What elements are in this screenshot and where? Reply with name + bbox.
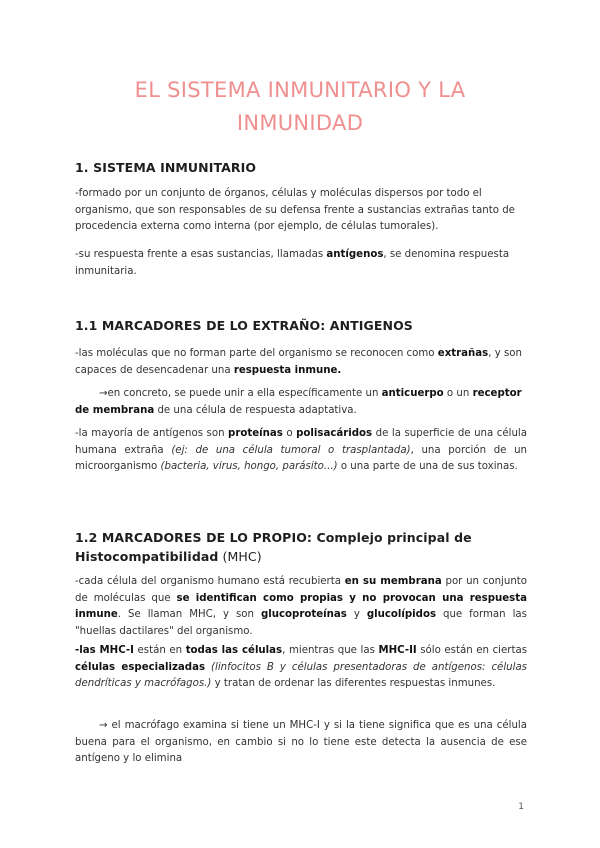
- heading-marcadores-extrano: 1.1 MARCADORES DE LO EXTRAÑO: ANTIGENOS: [75, 318, 413, 333]
- paragraph-anticuerpo: →en concreto, se puede unir a ella específicamente un anticuerpo o un receptor de membrana de una célula de respuesta adaptativa.: [75, 388, 522, 416]
- paragraph-tipos-antigenos: -la mayoría de antígenos son proteínas o polisacáridos de la superficie de una célula humana extraña (ej: de una célula tumoral o trasplantada), una porción de un microorganismo (bacteria, virus, hongo, parásito...) o una parte de una de sus toxinas.: [75, 428, 528, 473]
- paragraph-mhc: -cada célula del organismo humano está recubierta en su membrana por un conjunto de moléculas que se identifican como propias y no provocan una respuesta inmune. Se llaman MHC, y son glucoproteínas y glucolípidos que forman las "huellas dactilares" del organismo.: [75, 576, 528, 637]
- paragraph-respuesta: -su respuesta frente a esas sustancias, llamadas antígenos, se denomina respuesta inmunitaria.: [75, 249, 510, 277]
- paragraph-extranas: -las moléculas que no forman parte del organismo se reconocen como extrañas, y son capaces de desencadenar una respuesta inmune.: [75, 348, 522, 376]
- paragraph-macrofago: → el macrófago examina si tiene un MHC-I y si la tiene significa que es una célula buena para el organismo, en cambio si no lo tiene este detecta la ausencia de ese antígeno y lo elimina: [75, 720, 527, 765]
- heading-marcadores-propio: 1.2 MARCADORES DE LO PROPIO: Complejo principal de Histocompatibilidad (MHC): [75, 530, 472, 564]
- page-number: 1: [518, 802, 524, 812]
- paragraph-mhc-tipos: -las MHC-I están en todas las células, mientras que las MHC-II sólo están en ciertas células especializadas (linfocitos B y células presentadoras de antígenos: células dendríticas y macrófagos.) y tratan de ordenar las diferentes respuestas inmunes.: [75, 645, 528, 690]
- page-title: EL SISTEMA INMUNITARIO Y LA INMUNIDAD: [134, 78, 466, 135]
- paragraph-definicion: -formado por un conjunto de órganos, células y moléculas dispersos por todo el organismo, que son responsables de su defensa frente a sustancias extrañas tanto de procedencia externa como interna (por ejemplo, de células tumorales).: [75, 188, 515, 233]
- heading-sistema-inmunitario: 1. SISTEMA INMUNITARIO: [75, 160, 257, 175]
